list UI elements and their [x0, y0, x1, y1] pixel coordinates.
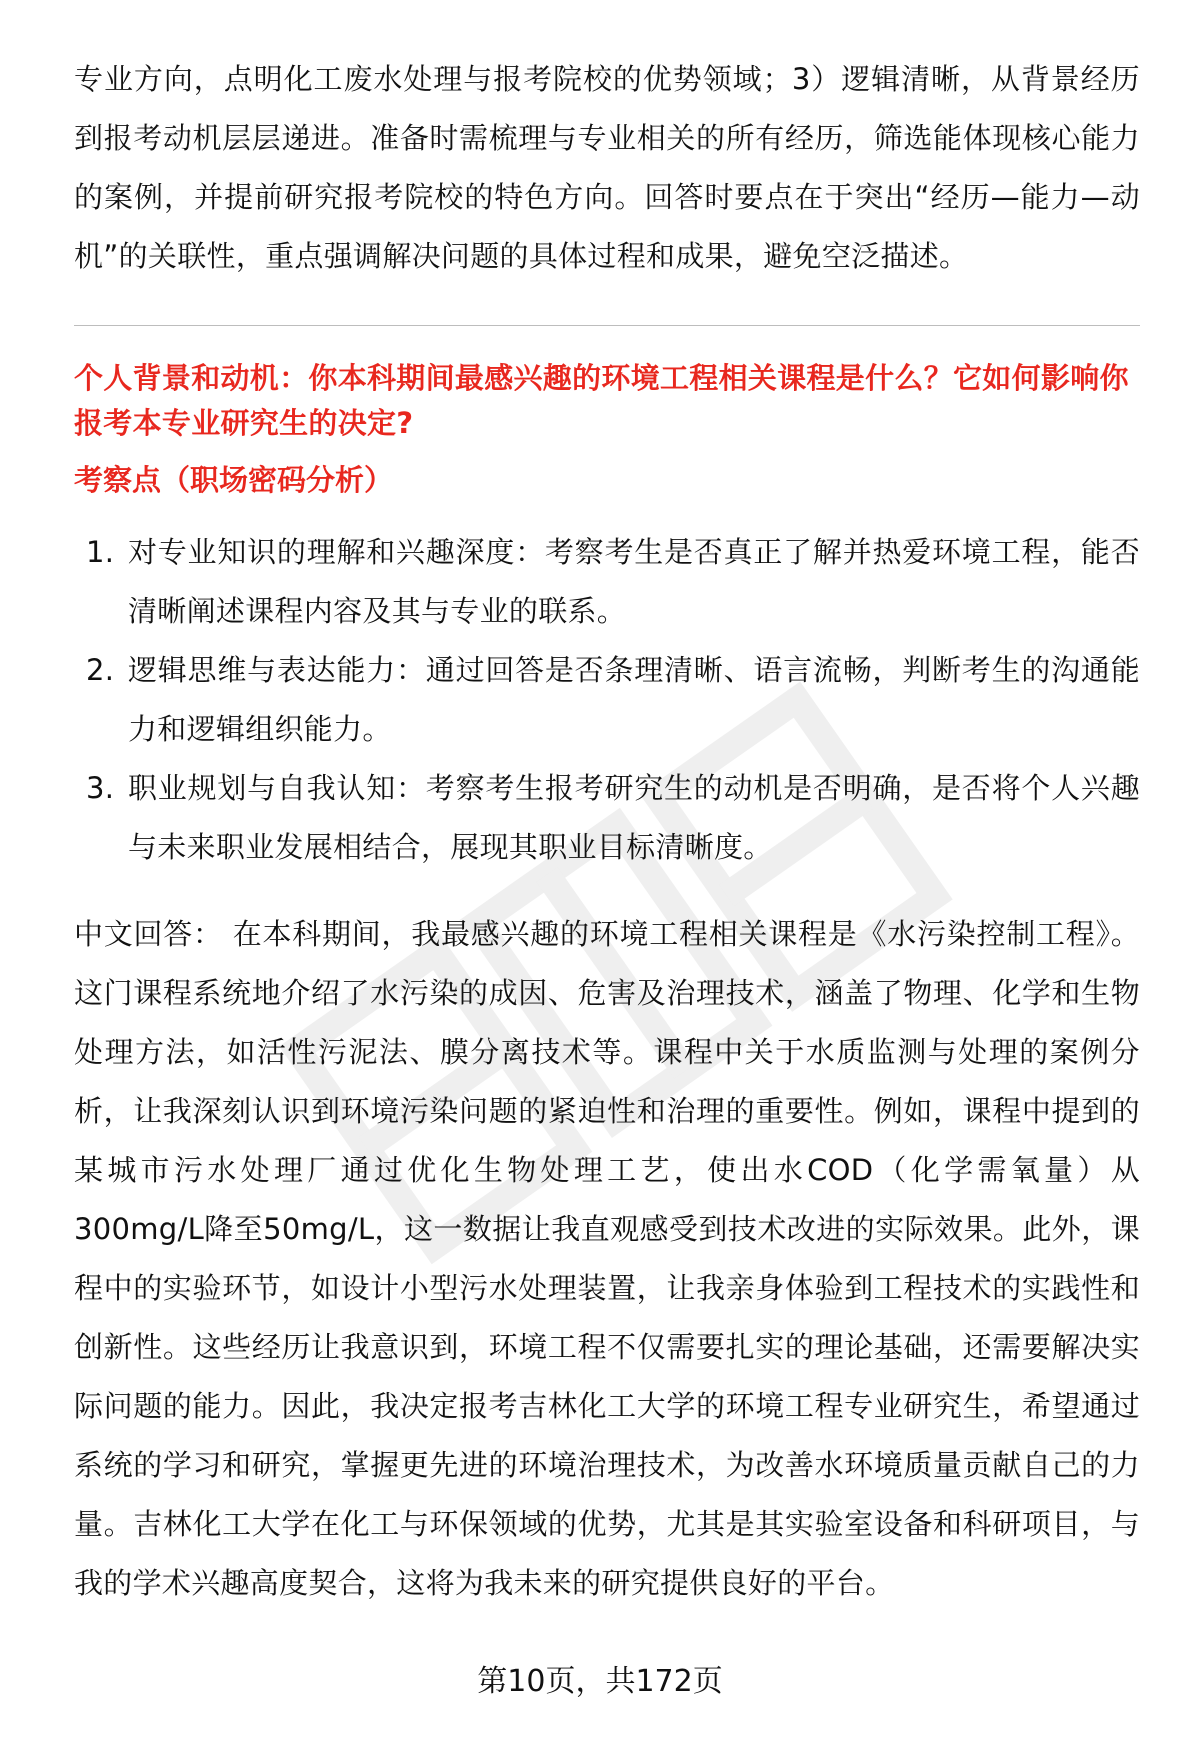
question-heading: 个人背景和动机：你本科期间最感兴趣的环境工程相关课程是什么？它如何影响你报考本专业研究生的决定?	[74, 361, 1129, 440]
list-number: 2.	[86, 653, 115, 687]
list-item	[74, 641, 1140, 759]
list-item	[74, 523, 1140, 641]
intro-paragraph: 专业方向，点明化工废水处理与报考院校的优势领域；3）逻辑清晰，从背景经历到报考动机层层递进。准备时需梳理与专业相关的所有经历，筛选能体现核心能力的案例，并提前研究报考院校的特色方向。回答时要点在于突出“经历—能力—动机”的关联性，重点强调解决问题的具体过程和成果，避免空泛描述。	[74, 62, 1140, 273]
list-text: 职业规划与自我认知：考察考生报考研究生的动机是否明确，是否将个人兴趣与未来职业发展相结合，展现其职业目标清晰度。	[128, 771, 1140, 864]
page-footer: 第10页，共172页	[477, 1664, 723, 1699]
answer-paragraph: 中文回答： 在本科期间，我最感兴趣的环境工程相关课程是《水污染控制工程》。这门课程系统地介绍了水污染的成因、危害及治理技术，涵盖了物理、化学和生物处理方法，如活性污泥法、膜分离技术等。课程中关于水质监测与处理的案例分析，让我深刻认识到环境污染问题的紧迫性和治理的重要性。例如，课程中提到的某城市污水处理厂通过优化生物处理工艺，使出水COD（化学需氧量）从300mg/L降至50mg/L，这一数据让我直观感受到技术改进的实际效果。此外，课程中的实验环节，如设计小型污水处理装置，让我亲身体验到工程技术的实践性和创新性。这些经历让我意识到，环境工程不仅需要扎实的理论基础，还需要解决实际问题的能力。因此，我决定报考吉林化工大学的环境工程专业研究生，希望通过系统的学习和研究，掌握更先进的环境治理技术，为改善水环境质量贡献自己的力量。吉林化工大学在化工与环保领域的优势，尤其是其实验室设备和科研项目，与我的学术兴趣高度契合，这将为我未来的研究提供良好的平台。	[74, 917, 1140, 1600]
assessment-subheading: 考察点（职场密码分析）	[74, 463, 394, 497]
assessment-points-list	[74, 523, 1140, 877]
document-page	[74, 50, 1140, 1613]
list-text: 逻辑思维与表达能力：通过回答是否条理清晰、语言流畅，判断考生的沟通能力和逻辑组织能力。	[128, 653, 1140, 746]
list-text: 对专业知识的理解和兴趣深度：考察考生是否真正了解并热爱环境工程，能否清晰阐述课程内容及其与专业的联系。	[128, 535, 1140, 628]
list-item	[74, 759, 1140, 877]
list-number: 3.	[86, 771, 115, 805]
list-number: 1.	[86, 535, 115, 569]
section-divider	[74, 325, 1140, 326]
